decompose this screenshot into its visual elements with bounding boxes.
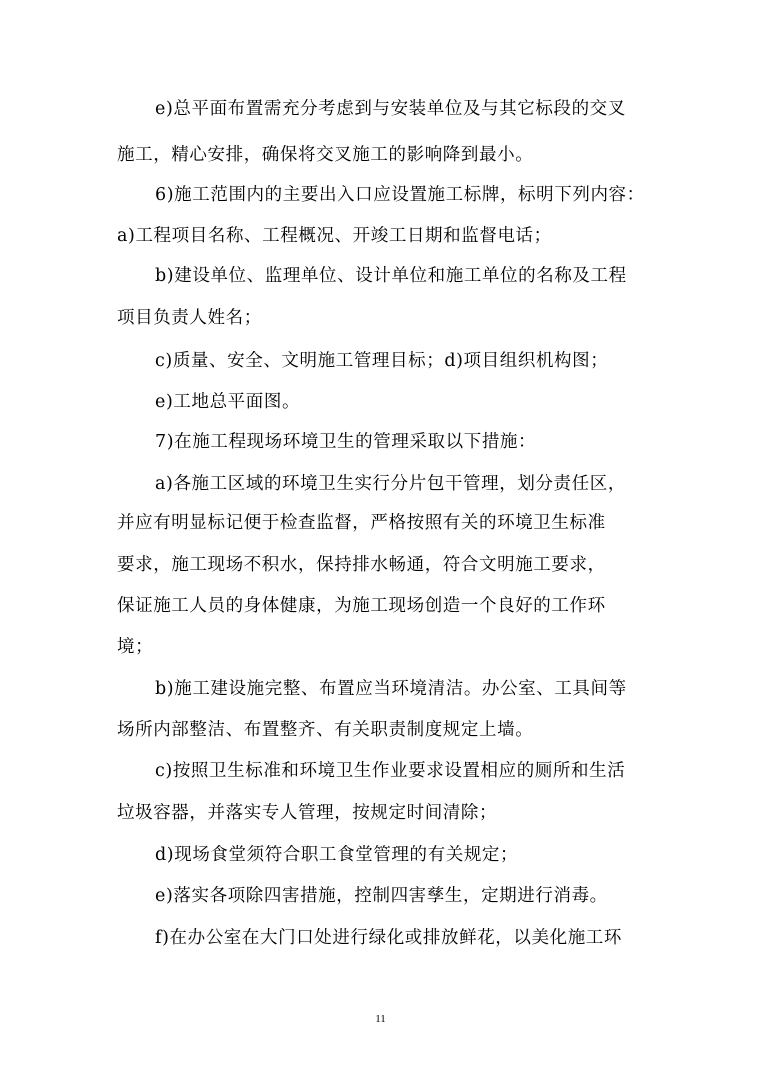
text-line: 场所内部整洁、布置整齐、有关职责制度规定上墙。 xyxy=(117,720,534,740)
text-line: 7)在施工程现场环境卫生的管理采取以下措施： xyxy=(155,432,537,452)
text-line: a)工程项目名称、工程概况、开竣工日期和监督电话； xyxy=(117,226,552,246)
text-line: e)总平面布置需充分考虑到与安装单位及与其它标段的交叉 xyxy=(155,99,626,119)
text-line: c)质量、安全、文明施工管理目标；d)项目组织机构图； xyxy=(155,351,609,371)
text-line: e)落实各项除四害措施，控制四害孳生，定期进行消毒。 xyxy=(155,886,608,906)
text-line: 6)施工范围内的主要出入口应设置施工标牌，标明下列内容： xyxy=(155,185,645,205)
text-line: 施工，精心安排，确保将交叉施工的影响降到最小。 xyxy=(117,145,534,165)
text-line: 境； xyxy=(117,637,154,657)
text-line: b)建设单位、监理单位、设计单位和施工单位的名称及工程 xyxy=(155,266,627,286)
text-line: a)各施工区域的环境卫生实行分片包干管理，划分责任区， xyxy=(155,474,626,494)
text-line: 保证施工人员的身体健康，为施工现场创造一个良好的工作环 xyxy=(117,596,606,616)
text-line: d)现场食堂须符合职工食堂管理的有关规定； xyxy=(155,845,519,865)
text-line: b)施工建设施完整、布置应当环境清洁。办公室、工具间等 xyxy=(155,679,627,699)
text-line: 要求，施工现场不积水，保持排水畅通，符合文明施工要求， xyxy=(117,555,606,575)
text-line: f)在办公室在大门口处进行绿化或排放鲜花，以美化施工环 xyxy=(155,928,623,948)
text-line: 项目负责人姓名； xyxy=(117,308,262,328)
page-number: 11 xyxy=(375,1013,386,1025)
text-line: 垃圾容器，并落实专人管理，按规定时间清除； xyxy=(117,803,498,823)
text-line: c)按照卫生标准和环境卫生作业要求设置相应的厕所和生活 xyxy=(155,761,626,781)
text-line: 并应有明显标记便于检查监督，严格按照有关的环境卫生标准 xyxy=(117,513,606,533)
text-line: e)工地总平面图。 xyxy=(155,392,301,412)
